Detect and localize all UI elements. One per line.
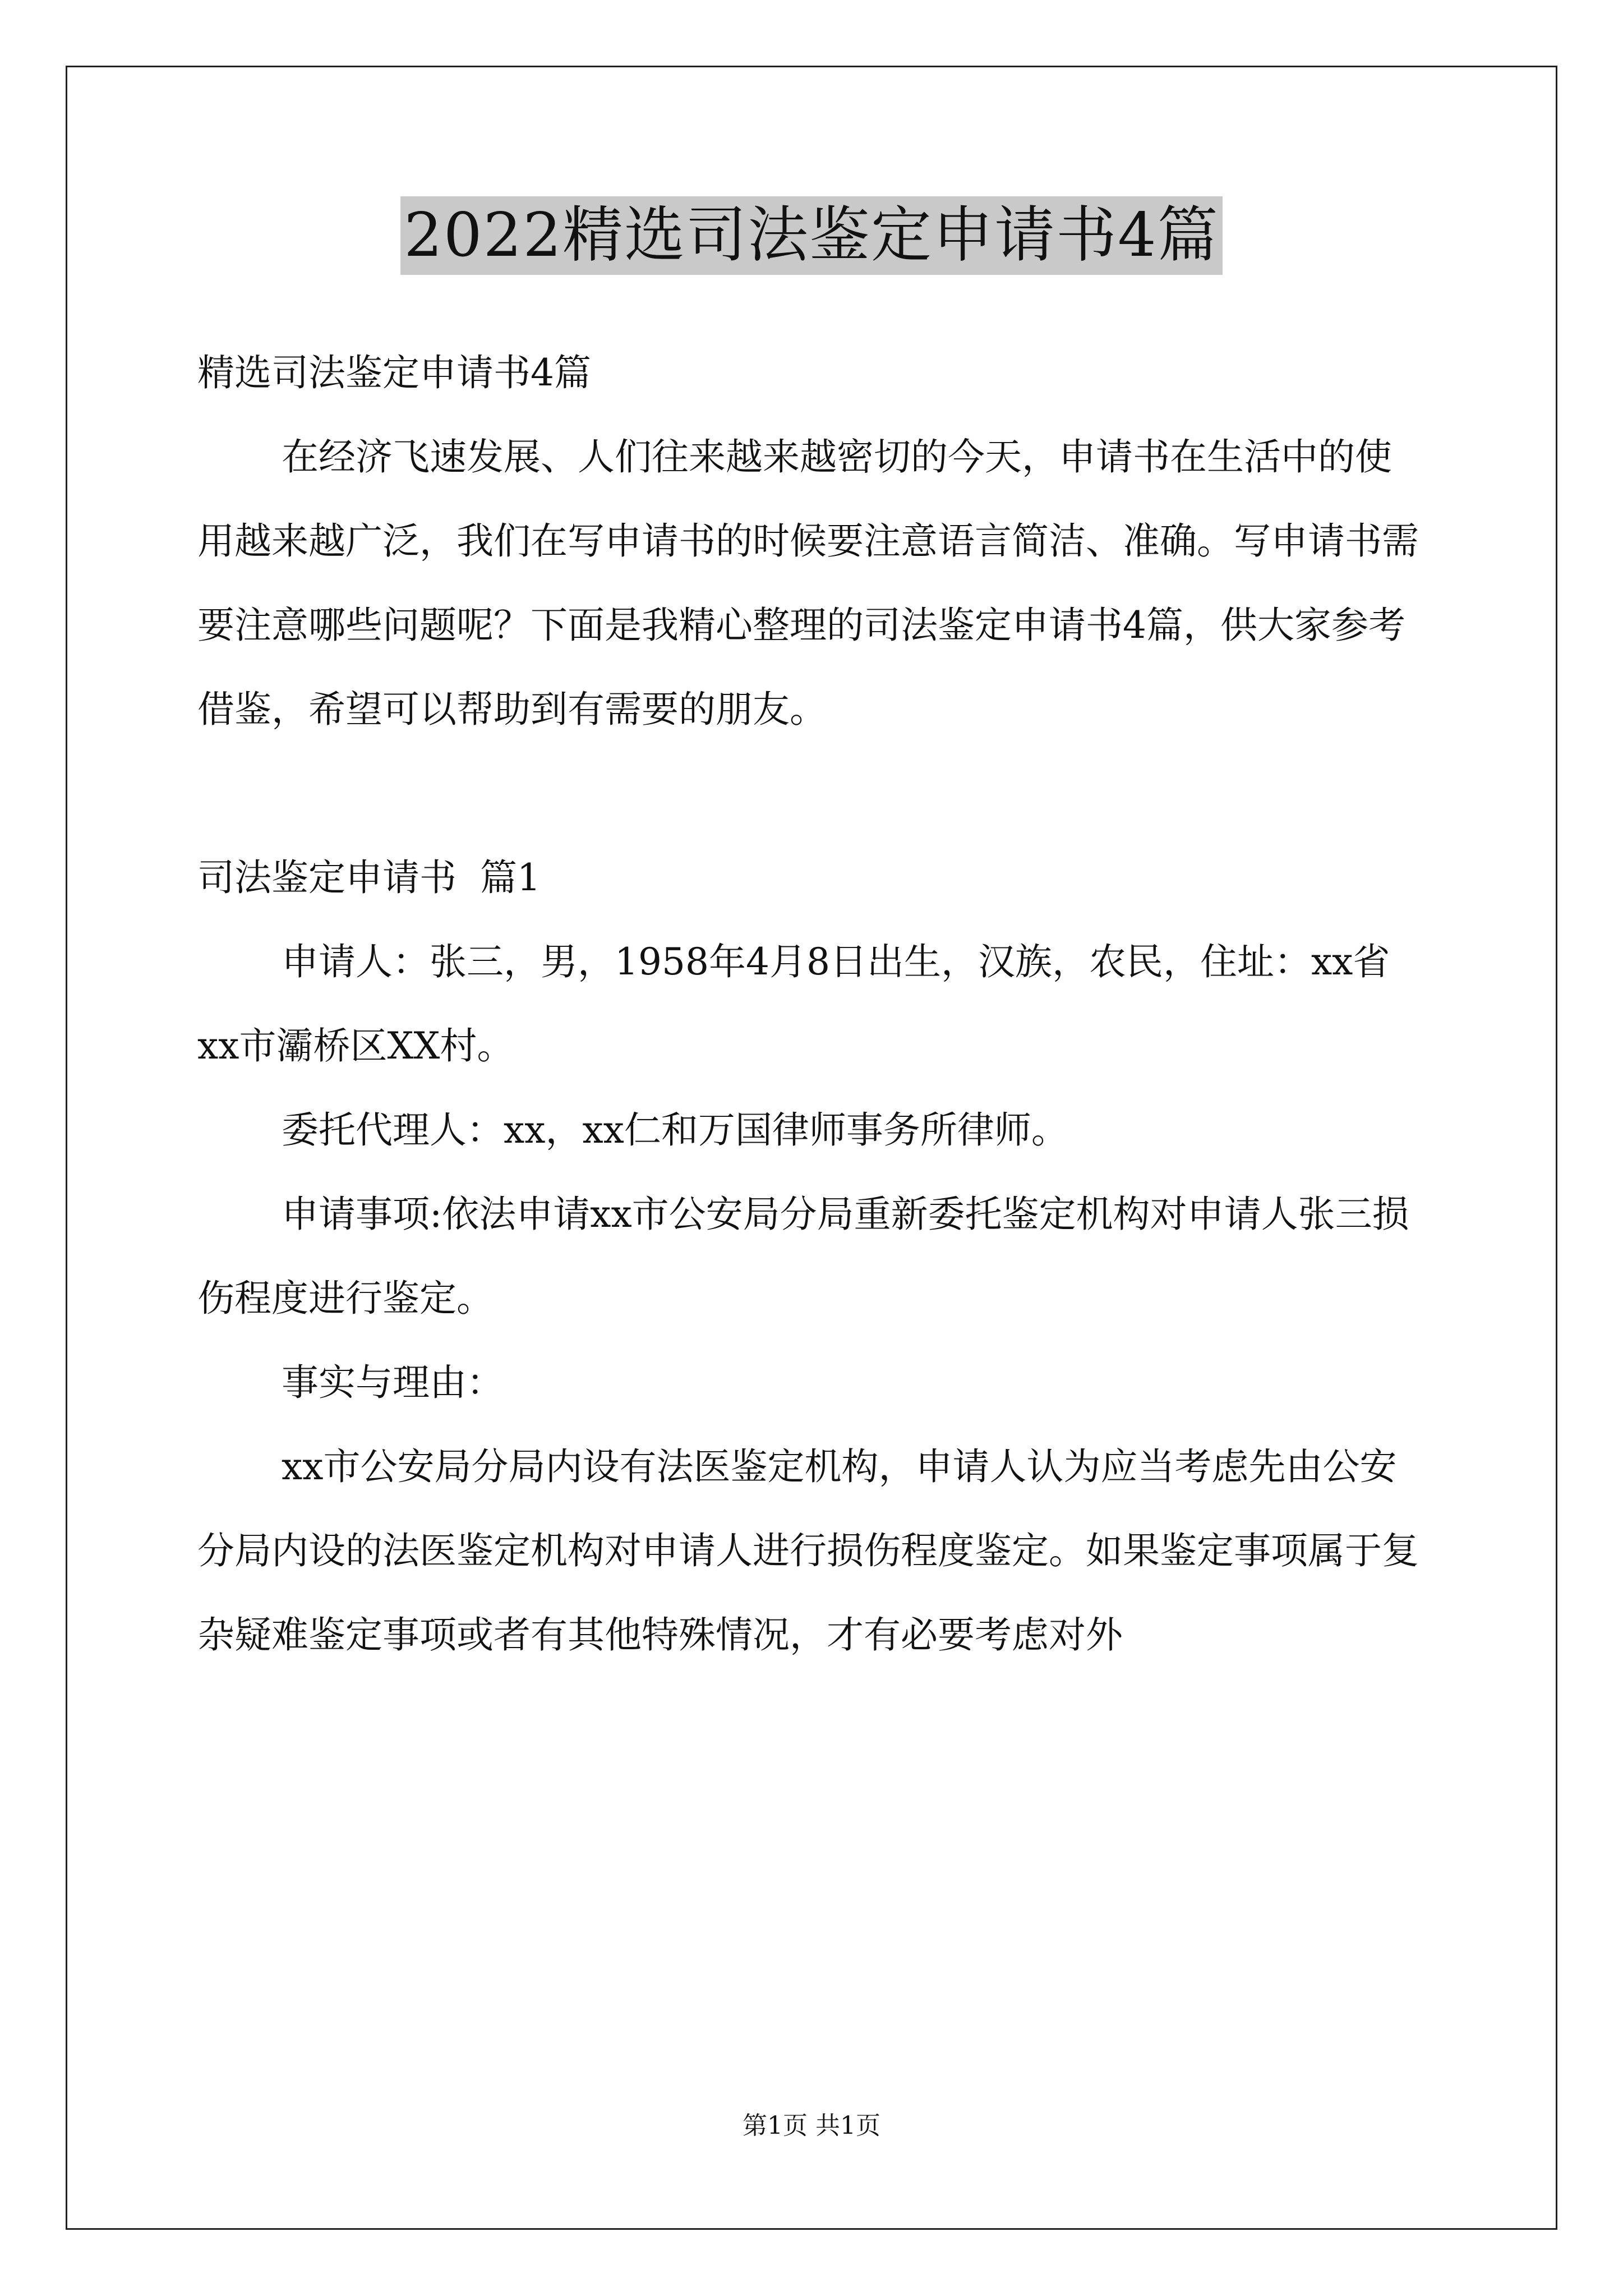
document-subtitle: 精选司法鉴定申请书4篇 <box>197 351 591 394</box>
paragraph-facts-heading: 事实与理由： <box>282 1361 504 1404</box>
paragraph-facts: xx市公安局分局内设有法医鉴定机构，申请人认为应当考虑先由公安分局内设的法医鉴定机构对申请人进行损伤程度鉴定。如果鉴定事项属于复杂疑难鉴定事项或者有其他特殊情况，才有必要考虑对外 <box>197 1445 1419 1657</box>
title-container <box>0 196 1623 275</box>
document-title: 2022精选司法鉴定申请书4篇 <box>400 196 1223 275</box>
paragraph-request: 申请事项:依法申请xx市公安局分局重新委托鉴定机构对申请人张三损伤程度进行鉴定。 <box>197 1193 1409 1320</box>
section-gap <box>197 752 1426 836</box>
page-footer: 第1页 共1页 <box>743 2111 880 2140</box>
section-heading: 司法鉴定申请书 篇1 <box>197 856 541 899</box>
document-body <box>197 331 1426 1677</box>
paragraph-applicant: 申请人：张三，男，1958年4月8日出生，汉族，农民，住址：xx省xx市灞桥区XX村。 <box>197 940 1390 1068</box>
paragraph-agent: 委托代理人：xx，xx仁和万国律师事务所律师。 <box>282 1108 1068 1152</box>
intro-paragraph: 在经济飞速发展、人们往来越来越密切的今天，申请书在生活中的使用越来越广泛，我们在写申请书的时候要注意语言简洁、准确。写申请书需要注意哪些问题呢？下面是我精心整理的司法鉴定申请书4篇，供大家参考借鉴，希望可以帮助到有需要的朋友。 <box>197 435 1419 731</box>
